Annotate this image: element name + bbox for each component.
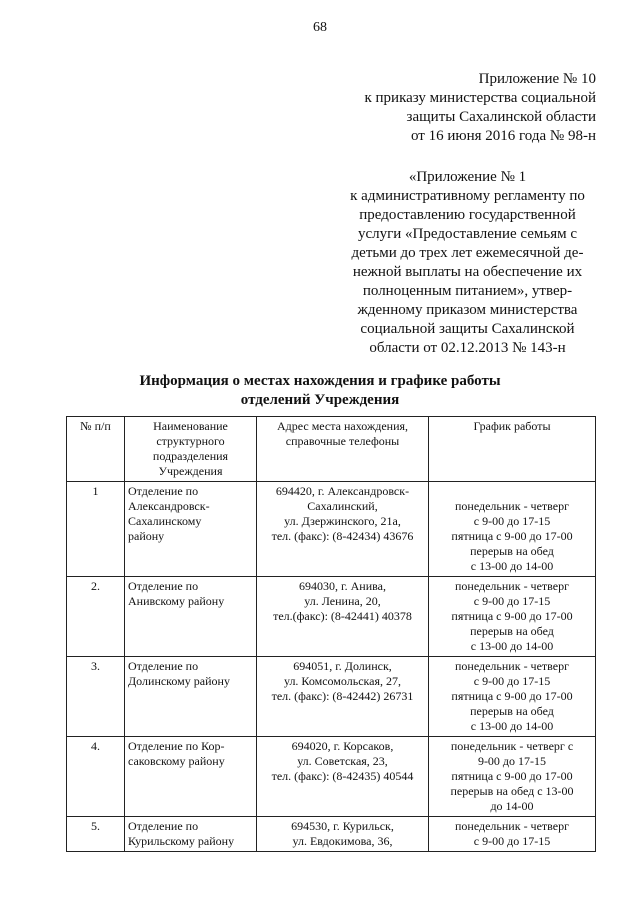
reglament-line: предоставлению государственной: [359, 207, 576, 223]
reglament-line: области от 02.12.2013 № 143-н: [369, 340, 566, 356]
title-line: Информация о местах нахождения и графике работы: [139, 373, 501, 389]
reglament-line: полноценным питанием», утвер-: [362, 283, 573, 299]
offices-table: [66, 416, 596, 852]
document-title: [0, 372, 640, 410]
reglament-line: детьми до трех лет ежемесячной де-: [351, 245, 584, 261]
annex-line: от 16 июня 2016 года № 98-н: [411, 128, 596, 144]
table-row: [67, 577, 596, 657]
annex-line: Приложение № 10: [478, 71, 596, 87]
cell-num: 2.: [67, 577, 125, 657]
title-line: отделений Учреждения: [240, 392, 400, 408]
reglament-line: услуги «Предоставление семьям с: [357, 226, 578, 242]
cell-schedule: понедельник - четверг с 9-00 до 17-15 пятница с 9-00 до 17-00 перерыв на обед с 13-00 до 14-00: [429, 577, 596, 657]
table-row: [67, 737, 596, 817]
cell-name: Отделение по Кор- саковскому району: [125, 737, 257, 817]
cell-address: 694420, г. Александровск- Сахалинский, ул. Дзержинского, 21а, тел. (факс): (8-42434) 43676: [257, 482, 429, 577]
page-number: 68: [313, 20, 327, 35]
annex-line: к приказу министерства социальной: [364, 90, 596, 106]
reglament-line: социальной защиты Сахалинской: [360, 321, 575, 337]
reglament-header: [330, 168, 605, 358]
header-name: Наименование структурного подразделения Учреждения: [125, 417, 257, 482]
cell-num: 5.: [67, 817, 125, 852]
cell-num: 3.: [67, 657, 125, 737]
annex-header: [336, 70, 596, 146]
cell-schedule: понедельник - четверг с 9-00 до 17-15 пятница с 9-00 до 17-00 перерыв на обед с 13-00 до 14-00: [429, 482, 596, 577]
cell-schedule: понедельник - четверг с 9-00 до 17-15 пятница с 9-00 до 17-00 перерыв на обед с 13-00 до 14-00: [429, 657, 596, 737]
cell-name: Отделение по Александровск- Сахалинскому району: [125, 482, 257, 577]
table-row: [67, 657, 596, 737]
cell-name: Отделение по Анивскому району: [125, 577, 257, 657]
annex-line: защиты Сахалинской области: [406, 109, 596, 125]
cell-name: Отделение по Курильскому району: [125, 817, 257, 852]
cell-address: 694020, г. Корсаков, ул. Советская, 23, тел. (факс): (8-42435) 40544: [257, 737, 429, 817]
cell-address: 694051, г. Долинск, ул. Комсомольская, 27, тел. (факс): (8-42442) 26731: [257, 657, 429, 737]
cell-schedule: понедельник - четверг с 9-00 до 17-15 пятница с 9-00 до 17-00 перерыв на обед с 13-00 до 14-00: [429, 737, 596, 817]
header-schedule: График работы: [429, 417, 596, 482]
cell-schedule: понедельник - четверг с 9-00 до 17-15: [429, 817, 596, 852]
cell-address: 694530, г. Курильск, ул. Евдокимова, 36,: [257, 817, 429, 852]
table-header-row: [67, 417, 596, 482]
reglament-line: жденному приказом министерства: [357, 302, 578, 318]
reglament-line: к административному регламенту по: [350, 188, 585, 204]
table-row: [67, 482, 596, 577]
reglament-line: нежной выплаты на обеспечение их: [352, 264, 583, 280]
cell-num: 4.: [67, 737, 125, 817]
header-address: Адрес места нахождения, справочные телефоны: [257, 417, 429, 482]
cell-num: 1: [67, 482, 125, 577]
reglament-line: «Приложение № 1: [408, 169, 527, 185]
table-row: [67, 817, 596, 852]
cell-name: Отделение по Долинскому району: [125, 657, 257, 737]
header-num: № п/п: [67, 417, 125, 482]
cell-address: 694030, г. Анива, ул. Ленина, 20, тел.(факс): (8-42441) 40378: [257, 577, 429, 657]
